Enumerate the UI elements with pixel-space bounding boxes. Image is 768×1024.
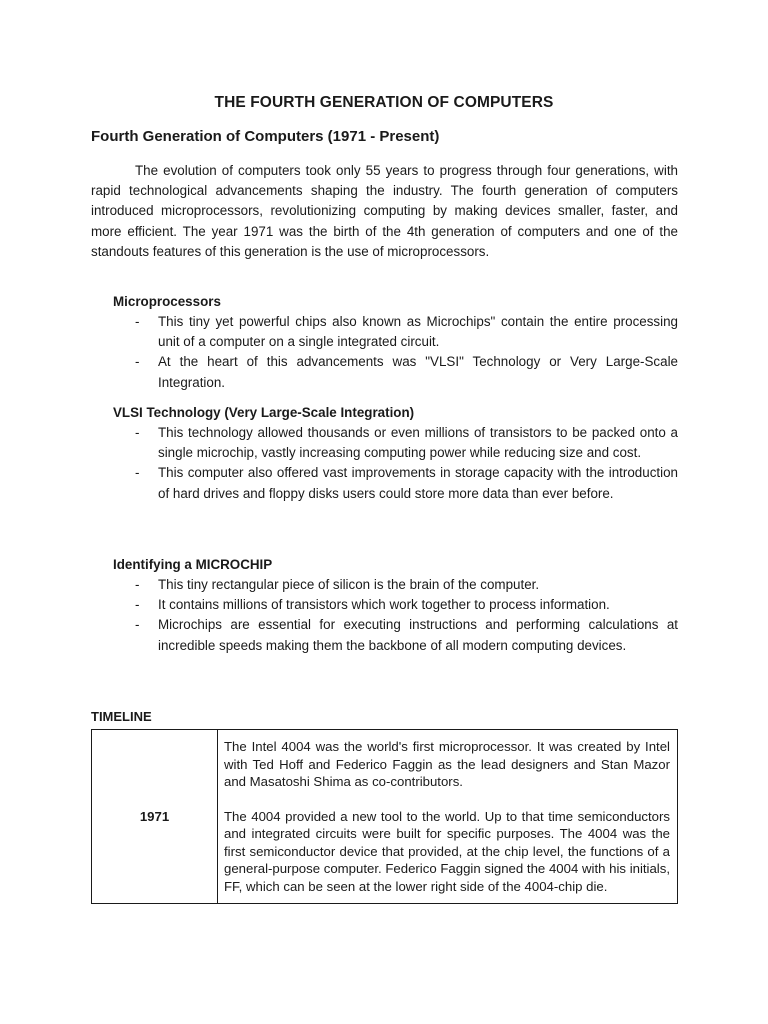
page-subtitle: Fourth Generation of Computers (1971 - Present) <box>91 128 440 145</box>
list-item-text: This technology allowed thousands or even millions of transistors to be packed onto a single microchip, vastly increasing computing power while reducing size and cost. <box>158 425 678 461</box>
bullet-dash: - <box>135 425 140 440</box>
list-item <box>113 595 678 615</box>
list-item-text: This computer also offered vast improvements in storage capacity with the introduction of hard drives and floppy disks users could store more data than ever before. <box>158 465 678 501</box>
bullet-dash: - <box>135 314 140 329</box>
bullet-list <box>113 575 678 656</box>
bullet-dash: - <box>135 354 140 370</box>
timeline-table <box>91 729 678 904</box>
bullet-list <box>113 423 678 504</box>
list-item-text: This tiny yet powerful chips also known as Microchips" contain the entire processing unit of a computer on a single integrated circuit. <box>158 314 678 350</box>
intro-paragraph: The evolution of computers took only 55 years to progress through four generations, with rapid technological advancements shaping the industry. The fourth generation of computers introduced microprocessors, revolutionizing computing by making devices smaller, faster, and more efficient. The year 1971 was the birth of the 4th generation of computers and one of the standouts features of this generation is the use of microprocessors. <box>91 163 678 259</box>
timeline-paragraph: The 4004 provided a new tool to the world. Up to that time semiconductors and integrated circuits were built for specific purposes. The 4004 was the first semiconductor device that provided, at the chip level, the functions of a general-purpose computer. Federico Faggin signed the 4004 with his initials, FF, which can be seen at the lower right side of the 4004-chip die. <box>224 808 670 894</box>
bullet-list <box>113 312 678 393</box>
list-item <box>113 312 678 352</box>
list-item <box>113 615 678 655</box>
page-title: THE FOURTH GENERATION OF COMPUTERS <box>214 94 554 111</box>
list-item <box>113 463 678 503</box>
section-vlsi <box>113 403 678 504</box>
bullet-dash: - <box>135 465 140 481</box>
list-item <box>113 575 678 595</box>
section-identifying-microchip <box>113 555 678 656</box>
list-item-text: This tiny rectangular piece of silicon is the brain of the computer. <box>158 577 540 592</box>
table-row <box>92 730 678 904</box>
timeline-heading: TIMELINE <box>91 709 152 724</box>
timeline-description <box>218 730 678 904</box>
list-item <box>113 352 678 392</box>
section-microprocessors <box>113 292 678 393</box>
list-item-text: Microchips are essential for executing instructions and performing calculations at incredible speeds making them the backbone of all modern computing devices. <box>158 617 678 653</box>
list-item-text: It contains millions of transistors which work together to process information. <box>158 597 610 613</box>
bullet-dash: - <box>135 597 140 613</box>
list-item-text: At the heart of this advancements was "VLSI" Technology or Very Large-Scale Integration. <box>158 354 678 390</box>
section-heading: Microprocessors <box>113 294 221 309</box>
timeline-year: 1971 <box>92 730 218 904</box>
timeline-paragraph: The Intel 4004 was the world's first microprocessor. It was created by Intel with Ted Hoff and Federico Faggin as the lead designers and Stan Mazor and Masatoshi Shima as co-contributors. <box>224 739 670 789</box>
section-heading: VLSI Technology (Very Large-Scale Integration) <box>113 405 415 420</box>
section-heading: Identifying a MICROCHIP <box>113 557 273 572</box>
bullet-dash: - <box>135 577 140 592</box>
bullet-dash: - <box>135 617 140 633</box>
list-item <box>113 423 678 463</box>
